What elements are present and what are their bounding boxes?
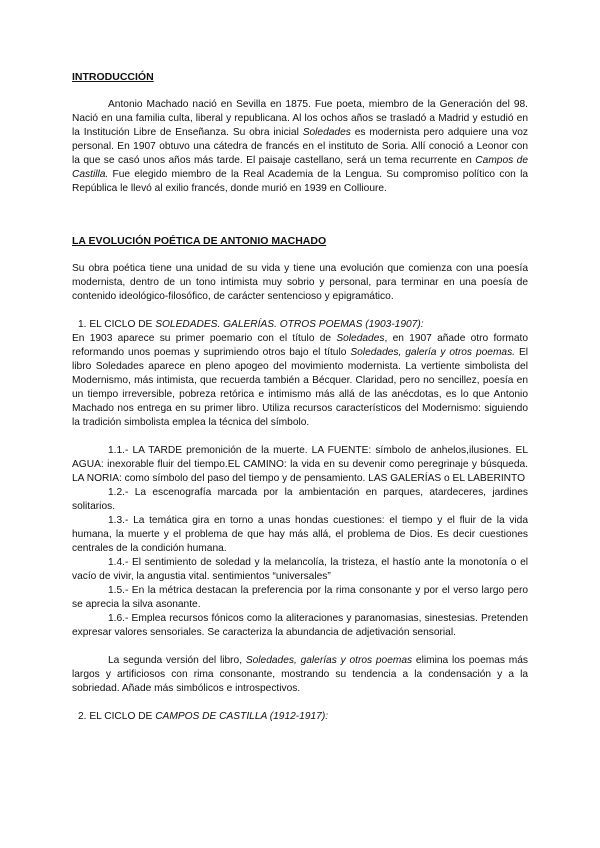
cycle1-item-1-2: 1.2.- La escenografía marcada por la ambientación en parques, atardeceres, jardines solitarios. [72,487,528,512]
intro-paragraph [72,98,528,196]
cycle1-item-1-5: 1.5.- En la métrica destacan la preferencia por la rima consonante y por el verso largo pero se aprecia la silva asonante. [72,585,528,610]
cycle1-title [72,318,528,332]
cycle1-text-2: , en 1907 añade otro formato reformando unos poemas y suprimiendo otros bajo el título [72,333,528,358]
cycle1-paragraph [72,332,528,430]
cycle1-item-1-3: 1.3.- La temática gira en torno a unas hondas cuestiones: el tiempo y el fluir de la vida humana, la muerte y el problema de que hay más allá, el problema de Dios. Es decir cuestiones centrales de la condición humana. [72,515,528,554]
cycle1-item-1-1: 1.1.- LA TARDE premonición de la muerte. LA FUENTE: símbolo de anhelos,ilusiones. EL AGUA: inexorable fluir del tiempo.EL CAMINO: la vida en su devenir como peregrinaje y búsqueda. LA NORIA: como símbolo del paso del tiempo y de pensamiento. LAS GALERÍAS o EL LABERINTO [72,445,528,484]
intro-title-soledades: Soledades [302,127,351,138]
cycle1-em-2: Soledades, galería y otros poemas. [350,347,516,358]
cycle2-title-works: CAMPOS DE CASTILLA (1912-1917): [155,711,329,722]
second-text-1: La segunda versión del libro, [108,655,246,666]
intro-heading: INTRODUCCIÓN [72,71,154,83]
intro-text-1: Antonio Machado nació en Sevilla en 1875. Fue poeta, miembro de la Generación del 98. Nació en una familia culta, liberal y republicana. Al los ochos años se trasladó a Madrid y estudió en la Institución Libre de Enseñanza. Su obra inicial [72,99,528,138]
cycle1-item-1-4: 1.4.- El sentimiento de soledad y la melancolía, la tristeza, el hastío ante la monotonía o el vacío de vivir, la angustia vital. sentimientos “universales” [72,557,528,582]
intro-text-3: Fue elegido miembro de la Real Academia de la Lengua. Su compromiso político con la República le llevó al exilio francés, donde murió en 1939 en Collioure. [72,169,528,194]
second-em: Soledades, galerías y otros poemas [245,655,413,666]
cycle1-title-prefix: 1. EL CICLO DE [78,319,156,330]
cycle2-title-prefix: 2. EL CICLO DE [78,711,156,722]
intro-text-2: es modernista pero adquiere una voz personal. En 1907 obtuvo una cátedra de francés en el instituto de Soria. Allí conoció a Leonor con la que se casó unos años más tarde. El paisaje castellano, será un tema recurrente en [72,127,528,166]
cycle1-text-3: El libro Soledades aparece en pleno apogeo del movimiento modernista. La vertiente simbolista del Modernismo, más intimista, que recuerda también a Bécquer. Claridad, pero no sencillez, poesía en un tiempo irreversible, pobreza retórica e intimismo más allá de las anécdotas, es lo que Antonio Machado nos entrega en su primer libro. Utiliza recursos característicos del Modernismo: siguiendo la tradición simbolista emplea la técnica del símbolo. [72,347,529,428]
cycle1-em-1: Soledades [336,333,385,344]
cycle1-item-1-6: 1.6.- Emplea recursos fónicos como la aliteraciones y paranomasias, sinestesias. Pretenden expresar valores sensoriales. Se caracteriza la abundancia de adjetivación sensorial. [72,613,528,638]
cycle1-text-1: En 1903 aparece su primer poemario con el título de [72,333,337,344]
cycle2-title [72,710,528,724]
intro-title-campos: Campos de Castilla. [72,155,529,180]
cycle1-title-works: SOLEDADES. GALERÍAS. OTROS POEMAS (1903-1907): [155,319,424,330]
second-text-2: elimina los poemas más largos y artificiosos con rima consonante, mostrando su tendencia a la condensación y a la sobriedad. Añade más simbólicos e introspectivos. [72,655,529,694]
evolution-paragraph: Su obra poética tiene una unidad de su vida y tiene una evolución que comienza con una poesía modernista, dentro de un tono intimista muy sobrio y personal, para terminar en una poesía de contenido ideológico-filosófico, de carácter sentencioso y epigramático. [72,263,528,302]
evolution-heading: LA EVOLUCIÓN POÉTICA DE ANTONIO MACHADO [72,235,327,247]
cycle1-second-version [72,654,528,696]
